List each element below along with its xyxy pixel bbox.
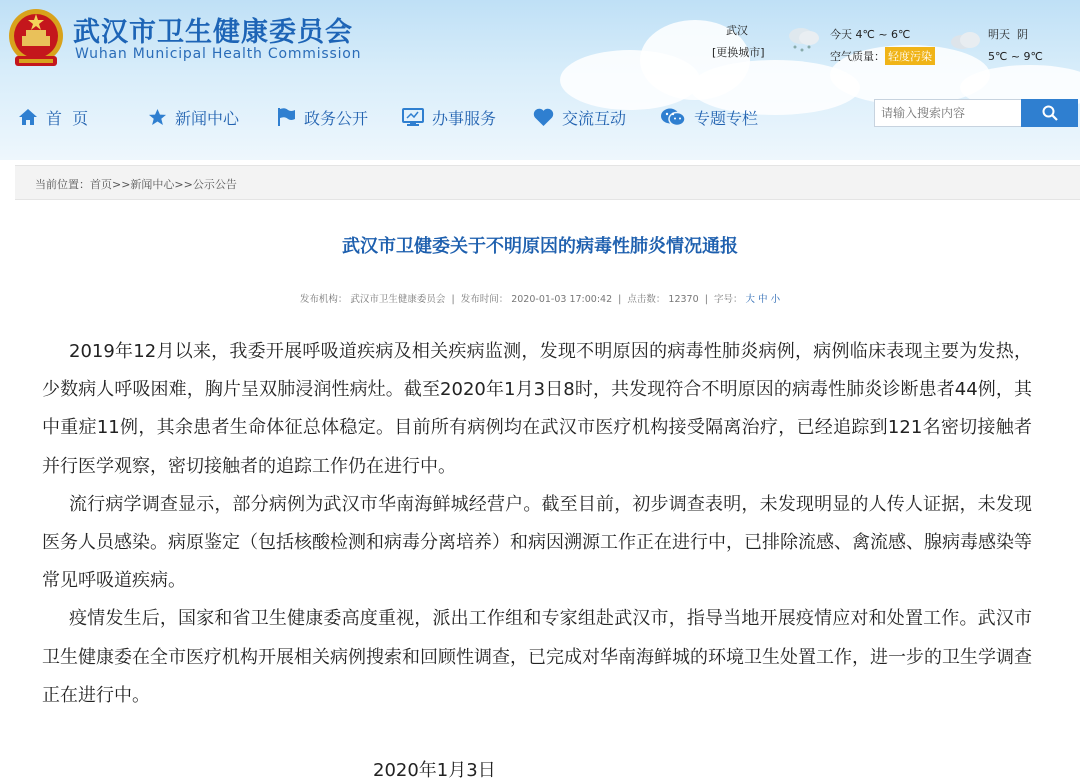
- monitor-icon: [402, 107, 424, 127]
- article-paragraph: 2019年12月以来，我委开展呼吸道疾病及相关疾病监测，发现不明原因的病毒性肺炎病例，病例临床表现主要为发热，少数病人呼吸困难，胸片呈双肺浸润性病灶。截至2020年1月3日8时，共发现符合不明原因的病毒性肺炎诊断患者44例，其中重症11例，其余患者生命体征总体稳定。目前所有病例均在武汉市医疗机构接受隔离治疗，已经追踪到121名密切接触者并行医学观察，密切接触者的追踪工作仍在进行中。: [42, 341, 1032, 477]
- search-button[interactable]: [1021, 99, 1078, 127]
- site-title[interactable]: 武汉市卫生健康委员会: [73, 17, 353, 48]
- nav-news[interactable]: [148, 98, 239, 136]
- font-size-medium[interactable]: 中: [758, 294, 768, 305]
- nav-topics[interactable]: [660, 98, 758, 136]
- tomorrow-condition: 阴: [1017, 28, 1028, 41]
- star-icon: [148, 108, 167, 126]
- nav-topics-label: 专题专栏: [694, 108, 759, 128]
- article-paragraph: 流行病学调查显示，部分病例为武汉市华南海鲜城经营户。截至目前，初步调查表明，未发现明显的人传人证据，未发现医务人员感染。病原鉴定（包括核酸检测和病毒分离培养）和病因溯源工作正在进行中，已排除流感、禽流感、腺病毒感染等常见呼吸道疾病。: [42, 493, 1032, 592]
- tomorrow-temp: 5℃ ~ 9℃: [988, 50, 1043, 63]
- article-title: 武汉市卫健委关于不明原因的病毒性肺炎情况通报: [342, 236, 738, 257]
- site-header: [0, 0, 1080, 160]
- search-icon: [1042, 105, 1058, 121]
- snow-cloud-icon: [785, 25, 821, 55]
- change-city-link[interactable]: [更换城市]: [712, 46, 765, 59]
- nav-interaction-label: 交流互动: [562, 108, 627, 128]
- cloudy-icon: [948, 28, 982, 52]
- font-size-large[interactable]: 大: [745, 294, 755, 305]
- search-input[interactable]: [874, 99, 1022, 127]
- font-size-small[interactable]: 小: [770, 294, 781, 305]
- flag-icon: [276, 107, 296, 127]
- nav-gov-affairs-label: 政务公开: [304, 108, 369, 128]
- home-icon: [18, 108, 38, 126]
- heart-icon: [533, 108, 554, 127]
- tomorrow-weather: [988, 26, 1028, 42]
- nav-services-label: 办事服务: [432, 108, 497, 128]
- nav-news-label: 新闻中心: [175, 108, 240, 128]
- nav-interaction[interactable]: [533, 98, 626, 136]
- air-quality: [830, 47, 935, 65]
- wechat-icon: [660, 107, 686, 127]
- article-paragraph: 疫情发生后，国家和省卫生健康委高度重视，派出工作组和专家组赴武汉市，指导当地开展疫情应对和处置工作。武汉市卫生健康委在全市医疗机构开展相关病例搜索和回顾性调查，已完成对华南海鲜城的环境卫生处置工作，进一步的卫生学调查正在进行中。: [42, 608, 1032, 706]
- article-date: 2020年1月3日: [373, 760, 496, 781]
- today-weather: [830, 26, 910, 42]
- national-emblem-icon: [7, 6, 65, 70]
- tomorrow-label: 明天: [988, 28, 1010, 41]
- article-body: [42, 333, 1032, 715]
- nav-services[interactable]: [402, 98, 496, 136]
- breadcrumb[interactable]: 当前位置：首页>>新闻中心>>公示公告: [35, 178, 237, 191]
- air-quality-label: 空气质量：: [830, 50, 885, 63]
- breadcrumb-bar: [15, 165, 1080, 200]
- nav-home[interactable]: [18, 98, 88, 136]
- meta-font-label: 字号：: [713, 294, 743, 305]
- meta-clicks: 点击数： 12370: [627, 294, 699, 305]
- main-nav: [0, 98, 870, 136]
- air-quality-badge: 轻度污染: [885, 47, 935, 65]
- weather-city: 武汉: [726, 24, 748, 37]
- nav-gov-affairs[interactable]: [276, 98, 368, 136]
- nav-home-label: 首 页: [46, 108, 89, 128]
- meta-time: 发布时间： 2020-01-03 17:00:42: [460, 294, 613, 305]
- meta-publisher: 发布机构： 武汉市卫生健康委员会: [299, 294, 446, 305]
- site-subtitle: Wuhan Municipal Health Commission: [75, 46, 362, 62]
- article-meta: 发布机构： 武汉市卫生健康委员会 | 发布时间： 2020-01-03 17:00:42 | 点击数： 12370 | 字号： 大 中 小: [299, 294, 781, 305]
- today-temp: 4℃ ~ 6℃: [855, 28, 911, 41]
- today-label: 今天: [830, 28, 852, 41]
